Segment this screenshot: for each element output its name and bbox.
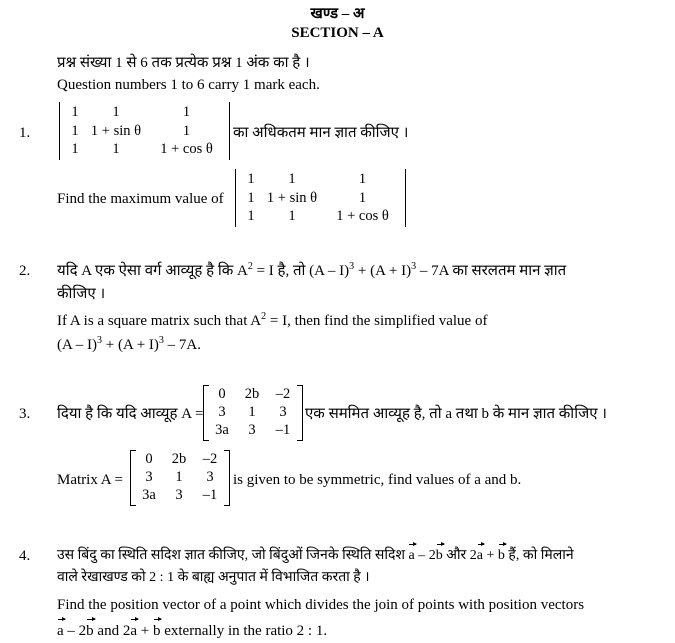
instructions-hindi: प्रश्न संख्या 1 से 6 तक प्रत्येक प्रश्न 1 अंक का है । — [57, 55, 310, 71]
instructions-english: Question numbers 1 to 6 carry 1 mark each. — [57, 77, 320, 93]
q4-hindi-line-1: उस बिंदु का स्थिति सदिश ज्ञात कीजिए, जो बिंदुओं जिनके स्थिति सदिश a – 2b और 2a + b हैं, को मिलाने — [57, 548, 574, 563]
det-cell: 1 — [288, 171, 296, 188]
q4-english-line-2: a – 2b and 2a + b externally in the ratio 2 : 1. — [57, 623, 328, 639]
matrix-cell: 3a — [142, 486, 156, 503]
matrix-cell: 3 — [206, 468, 214, 485]
matrix-cell: 1 — [248, 403, 256, 420]
det-cell: 1 — [182, 122, 191, 139]
question-number: 2. — [19, 263, 31, 279]
det-cell: 1 + cos θ — [336, 208, 389, 225]
q4-hindi-line-2: वाले रेखाखण्ड को 2 : 1 के बाह्य अनुपात में विभाजित करता है । — [57, 570, 370, 585]
det-cell: 1 + cos θ — [160, 141, 213, 158]
q2-english-line-2: $(A - I)^3 + (A + I)^3 - 7A$. — [57, 335, 202, 353]
matrix-cell: 3 — [218, 403, 226, 420]
matrix-cell: –1 — [202, 486, 218, 503]
det-cell: 1 — [71, 104, 79, 121]
det-cell: 1 — [358, 189, 367, 206]
det-cell: 1 — [112, 104, 120, 121]
section-title-english: SECTION – A — [291, 25, 384, 41]
det-cell: 1 + sin θ — [90, 122, 142, 139]
q1-english-text: Find the maximum value of — [57, 191, 224, 207]
det-cell: 1 — [247, 171, 255, 188]
matrix-cell: –2 — [275, 385, 291, 402]
det-cell: 1 — [182, 104, 191, 121]
matrix-cell: 2b — [171, 450, 187, 467]
q3-hindi-prefix: दिया है कि यदि आव्यूह A = — [57, 406, 204, 422]
q3-english-prefix: Matrix A = — [57, 472, 123, 488]
question-number: 1. — [19, 125, 31, 141]
matrix-cell: 3a — [215, 421, 229, 438]
matrix-cell: –1 — [275, 421, 291, 438]
matrix-cell: –2 — [202, 450, 218, 467]
q4-english-line-1: Find the position vector of a point which divides the join of points with position vectors — [57, 597, 585, 613]
q2-hindi-line-2: कीजिए । — [57, 286, 106, 302]
det-cell: 1 — [247, 208, 255, 225]
det-cell: 1 — [112, 141, 120, 158]
matrix-cell: 0 — [145, 450, 153, 467]
det-cell: 1 + sin θ — [266, 189, 318, 206]
section-title-hindi: खण्ड – अ — [310, 6, 365, 22]
matrix-cell: 0 — [218, 385, 226, 402]
question-number: 4. — [19, 548, 31, 564]
matrix-cell: 3 — [248, 421, 256, 438]
det-cell: 1 — [358, 171, 367, 188]
matrix-cell: 3 — [175, 486, 183, 503]
q3-hindi-suffix: एक सममित आव्यूह है, तो a तथा b के मान ज्ञात कीजिए । — [305, 406, 607, 422]
matrix-cell: 3 — [145, 468, 153, 485]
q2-hindi-line-1: यदि A एक ऐसा वर्ग आव्यूह है कि $A^2 = I$ है, तो $(A - I)^3 + (A + I)^3 - 7A$ का सरलतम मान ज्ञात — [57, 261, 567, 279]
matrix-cell: 1 — [175, 468, 183, 485]
det-cell: 1 — [247, 189, 255, 206]
matrix-cell: 2b — [244, 385, 260, 402]
det-cell: 1 — [71, 122, 79, 139]
q3-english-suffix: is given to be symmetric, find values of a and b. — [233, 472, 522, 488]
q2-english-line-1: If A is a square matrix such that $A^2 = I$, then find the simplified value of — [57, 311, 488, 329]
det-cell: 1 — [71, 141, 79, 158]
det-cell: 1 — [288, 208, 296, 225]
question-number: 3. — [19, 406, 31, 422]
matrix-cell: 3 — [279, 403, 287, 420]
q1-hindi-text: का अधिकतम मान ज्ञात कीजिए । — [233, 125, 409, 141]
